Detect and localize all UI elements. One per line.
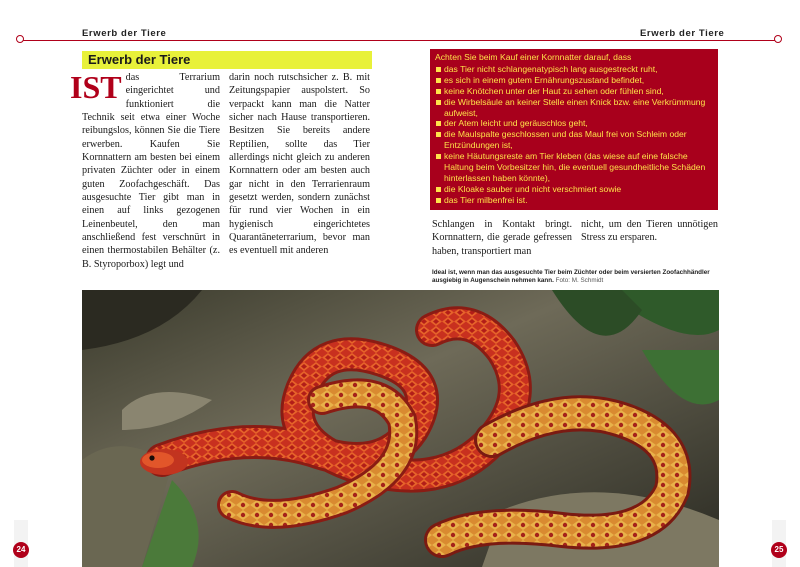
checklist-item: das Tier milbenfrei ist.: [435, 195, 713, 206]
body-column-1: [70, 69, 220, 271]
right-page-number: 25: [771, 542, 787, 558]
body-column-3: Schlangen in Kontakt bringt. Kornnattern, die gerade gefressen haben, transportiert man: [432, 219, 572, 257]
snake-photo: [82, 290, 719, 567]
photo-caption: [432, 269, 722, 285]
left-running-header: Erwerb der Tiere: [82, 28, 167, 39]
body-text-col1: das Terrarium eingerichtet und funktioniert die Technik seit etwa einer Woche reibungslos, können Sie die Tiere erwerben. Kaufen Sie Kornnattern am besten bei einem privaten Züchter oder in einem guten Zoofachgeschäft. Das ausgesuchte Tier gibt man in einen auf links gezogenen Leinenbeutel, den man anschließend fest verschnürt in einen thermostabilen Behälter (z. B. Styroporbox) legt und: [82, 72, 220, 270]
right-header-rule: [400, 40, 775, 41]
left-header-ring-icon: [16, 35, 24, 43]
right-running-header: Erwerb der Tiere: [640, 28, 725, 39]
checklist-box: [430, 49, 718, 210]
checklist-item: die Wirbelsäule an keiner Stelle einen Knick bzw. eine Verkrümmung aufweist,: [435, 97, 713, 119]
body-column-4: nicht, um den Tieren unnötigen Stress zu ersparen.: [581, 219, 718, 244]
caption-text: Ideal ist, wenn man das ausgesuchte Tier beim Züchter oder beim versierten Zoofachhändler ausgiebig in Augenschein nehmen kann.: [432, 269, 710, 285]
checklist-list: [435, 64, 713, 206]
checklist-item: es sich in einem gutem Ernährungszustand befindet,: [435, 75, 713, 86]
left-header-rule: [22, 40, 400, 41]
checklist-item: der Atem leicht und geräuschlos geht,: [435, 118, 713, 129]
left-page-number: 24: [13, 542, 29, 558]
checklist-intro: Achten Sie beim Kauf einer Kornnatter darauf, dass: [435, 52, 632, 62]
checklist-item: die Kloake sauber und nicht verschmiert sowie: [435, 184, 713, 195]
snake-illustration: [82, 290, 719, 567]
checklist-item: die Maulspalte geschlossen und das Maul frei von Schleim oder Entzündungen ist,: [435, 129, 713, 151]
checklist-item: keine Häutungsreste am Tier kleben (das wiese auf eine falsche Haltung beim Vorbesitzer hin, die eventuell gesundheitliche Schäden hinterlassen haben könnte),: [435, 151, 713, 184]
photo-credit: Foto: M. Schmidt: [555, 277, 604, 285]
section-title: Erwerb der Tiere: [82, 51, 372, 69]
right-header-ring-icon: [774, 35, 782, 43]
checklist-item: keine Knötchen unter der Haut zu sehen oder fühlen sind,: [435, 86, 713, 97]
body-column-2: darin noch rutschsicher z. B. mit Zeitungspapier auspolstert. So verpackt kann man die Natter sicher nach Hause transportieren. Besitzen Sie bereits andere Reptilien, sollte das Tier allerdings nicht gleich zu anderen Kornnattern oder am besten auch gar nicht in den Terrarienraum gesetzt werden, sondern zunächst für rund vier Wochen in ein hygienisch eingerichtetes Quarantäneterrarium, bevor man es eventuell mit anderen: [229, 72, 370, 257]
dropcap: IST: [70, 69, 122, 105]
checklist-item: das Tier nicht schlangenatypisch lang ausgestreckt ruht,: [435, 64, 713, 75]
